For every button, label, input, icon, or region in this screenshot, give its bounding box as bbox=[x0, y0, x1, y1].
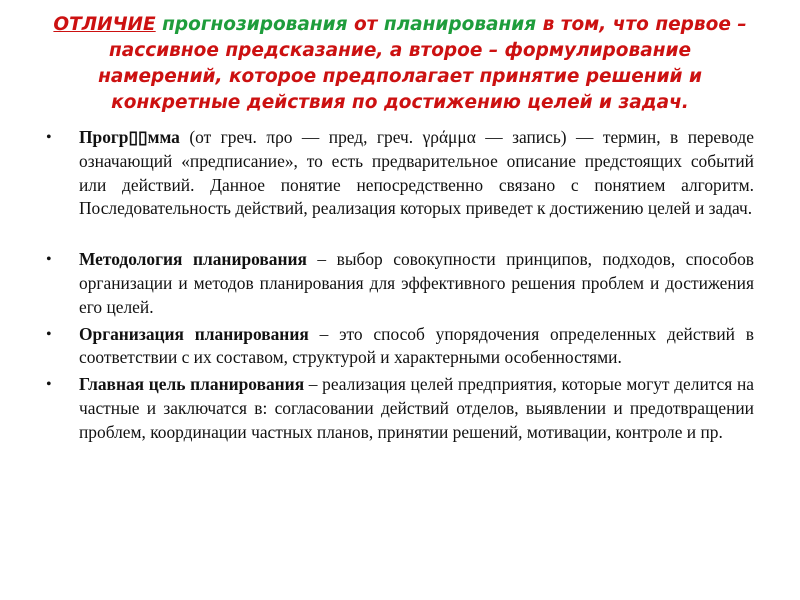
list-item bbox=[46, 126, 754, 221]
item-term: Организация планирования bbox=[79, 323, 309, 344]
slide-title bbox=[46, 12, 754, 116]
bullet-icon: • bbox=[46, 129, 52, 146]
list-item bbox=[46, 323, 754, 371]
title-word-planning: планирования bbox=[383, 14, 543, 35]
item-term: Методология планирования bbox=[79, 249, 307, 270]
item-text: – это способ упорядочения определенных действий в соответствии с их составом, структурой и характерными особенностями. bbox=[79, 323, 755, 368]
title-keyword: ОТЛИЧИЕ bbox=[53, 14, 156, 35]
title-word-forecasting: прогнозирования bbox=[155, 14, 354, 35]
bullet-icon: • bbox=[46, 376, 52, 394]
item-text: (от греч. προ — пред, греч. γράμμα — запись) — термин, в переводе означающий «предписание», то есть предварительное описание предстоящих событий или действий. Данное понятие непосредственно связано с понятием алгоритм. Последовательность действий, реализация которых приведет к достижению целей и задач. bbox=[79, 127, 754, 219]
bullet-icon: • bbox=[46, 251, 52, 269]
title-word-from: от bbox=[353, 14, 384, 35]
title-rest: в том, что первое – пассивное предсказание, а второе – формулирование намерений, которое предполагает принятие решений и конкретные действия по достижению целей и задач. bbox=[98, 14, 747, 113]
item-term: Прогр▯▯мма bbox=[79, 127, 180, 147]
item-term: Главная цель планирования bbox=[79, 374, 305, 395]
item-text: – выбор совокупности принципов, подходов, способов организации и методов планирования для эффективного решения проблем и достижения его целей. bbox=[79, 249, 754, 317]
bullet-icon: • bbox=[46, 325, 52, 343]
bullet-list bbox=[46, 126, 754, 445]
item-text: – реализация целей предприятия, которые могут делится на частные и заключатся в: согласовании действий отделов, выявлении и предотвращении проблем, координации частных планов, принятии решений, мотивации, контроле и пр. bbox=[79, 374, 754, 442]
list-item bbox=[46, 248, 754, 319]
list-item bbox=[46, 373, 754, 444]
